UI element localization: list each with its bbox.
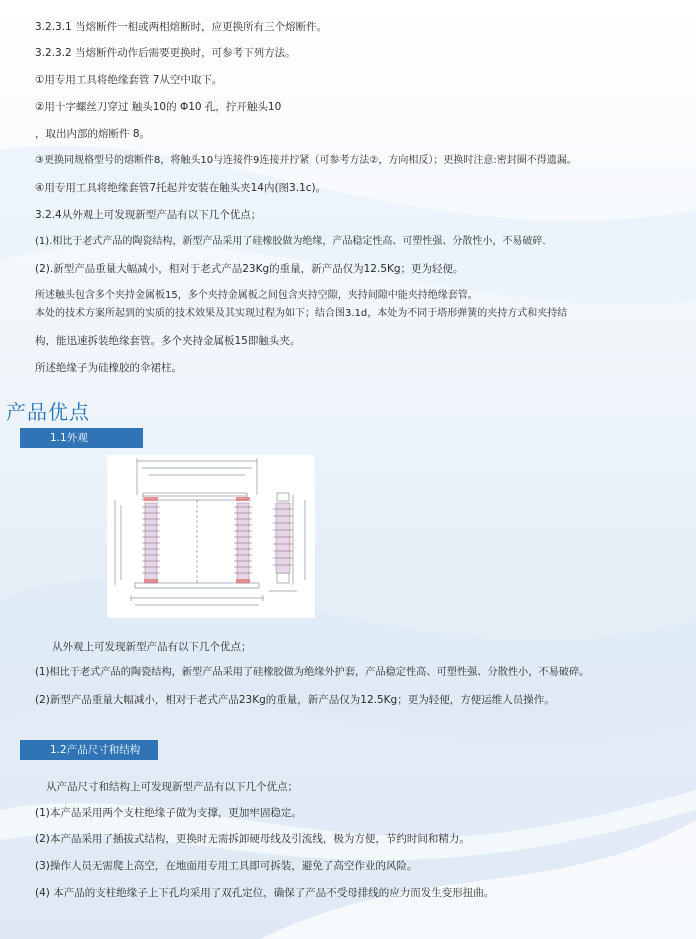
- spec-para-12: 本处的技术方案所起到的实质的技术效果及其实现过程为如下；结合图3.1d，本处为不同于塔形弹簧的夹持方式和夹持结: [35, 308, 568, 319]
- tab-appearance: 1.1外观: [20, 428, 143, 448]
- structure-point-1: (1)本产品采用两个支柱绝缘子做为支撑，更加牢固稳定。: [35, 807, 302, 819]
- section-title: 产品优点: [6, 400, 90, 424]
- structure-point-4: (4) 本产品的支柱绝缘子上下孔均采用了双孔定位，确保了产品不受母排线的应力而发生变形扭曲。: [35, 887, 495, 899]
- spec-para-14: 所述绝缘子为硅橡胶的伞裙柱。: [35, 362, 182, 374]
- structure-point-3: (3)操作人员无需爬上高空，在地面用专用工具即可拆装，避免了高空作业的风险。: [35, 860, 418, 872]
- spec-para-2: 3.2.3.2 当熔断件动作后需要更换时，可参考下列方法。: [35, 47, 296, 59]
- appearance-intro: 从外观上可发现新型产品有以下几个优点；: [52, 641, 252, 653]
- tab-structure: 1.2产品尺寸和结构: [20, 740, 158, 760]
- spec-para-10: (2).新型产品重量大幅减小，相对于老式产品23Kg的重量，新产品仅为12.5Kg；更为轻便。: [35, 263, 464, 275]
- spec-para-8: 3.2.4从外观上可发现新型产品有以下几个优点；: [35, 209, 262, 221]
- spec-para-3: ①用专用工具将绝缘套管 7从空中取下。: [35, 74, 223, 86]
- spec-para-1: 3.2.3.1 当熔断件一相或两相熔断时，应更换所有三个熔断件。: [35, 21, 328, 33]
- spec-para-5: ，取出内部的熔断件 8。: [35, 128, 151, 140]
- appearance-point-1: (1)相比于老式产品的陶瓷结构，新型产品采用了硅橡胶做为绝缘外护套，产品稳定性高、可塑性强、分散性小，不易破碎。: [35, 667, 590, 678]
- spec-para-9: (1).相比于老式产品的陶瓷结构，新型产品采用了硅橡胶做为绝缘，产品稳定性高、可塑性强、分散性小，不易破碎.: [35, 236, 546, 247]
- structure-intro: 从产品尺寸和结构上可发现新型产品有以下几个优点；: [46, 781, 298, 793]
- spec-para-4: ②用十字螺丝刀穿过 触头10的 Φ10 孔，拧开触头10: [35, 101, 282, 113]
- appearance-point-2: (2)新型产品重量大幅减小，相对于老式产品23Kg的重量，新产品仅为12.5Kg；更为轻便，方便运维人员操作。: [35, 694, 555, 706]
- spec-para-7: ④用专用工具将绝缘套管7托起并安装在触头夹14内(图3.1c)。: [35, 182, 327, 194]
- structure-point-2: (2)本产品采用了插拔式结构，更换时无需拆卸硬母线及引流线，极为方便，节约时间和精力。: [35, 833, 470, 845]
- spec-para-13: 构，能迅速拆装绝缘套管。多个夹持金属板15即触头夹。: [35, 335, 301, 347]
- spec-para-6: ③更换同规格型号的熔断件8，将触头10与连接件9连接并拧紧（可参考方法②，方向相反）；更换时注意:密封圈不得遗漏。: [35, 155, 577, 166]
- product-drawing: [107, 455, 315, 618]
- drawing-svg: [107, 455, 315, 618]
- spec-para-11: 所述触头包含多个夹持金属板15，多个夹持金属板之间包含夹持空隙，夹持间隙中能夹持绝缘套管。: [35, 290, 478, 301]
